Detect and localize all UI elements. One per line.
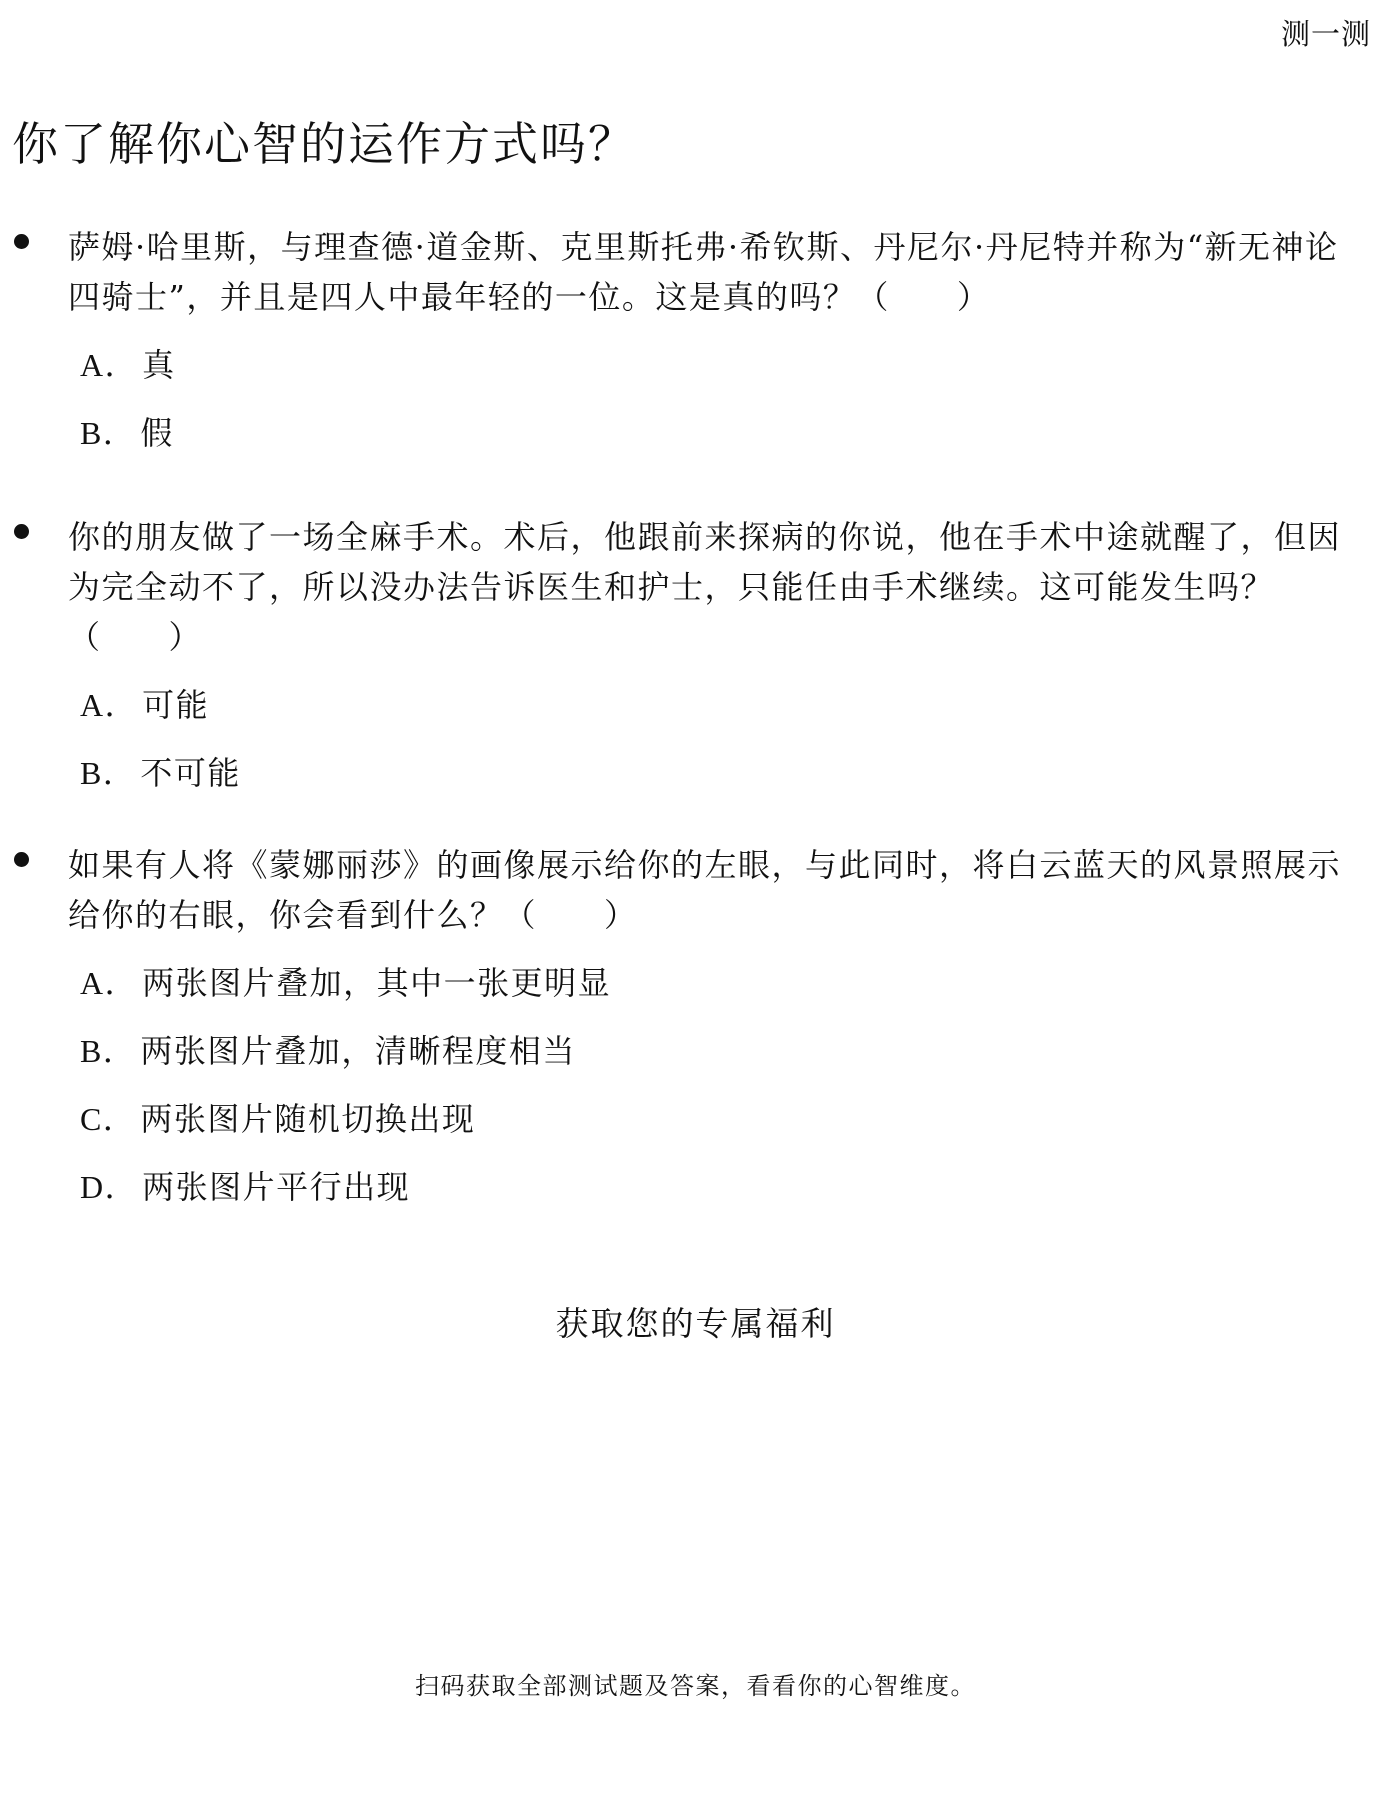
option-key: D． [80, 1169, 139, 1205]
option-key: A． [80, 965, 139, 1001]
option-text: 两张图片平行出现 [142, 1168, 411, 1206]
footer-note: 扫码获取全部测试题及答案，看看你的心智维度。 [415, 1672, 976, 1700]
option-key: A． [80, 687, 139, 723]
bullet-icon [14, 524, 29, 539]
option-key: B． [80, 1033, 137, 1069]
option-a[interactable] [80, 662, 1391, 730]
option-key: C． [80, 1101, 137, 1137]
question-text: 萨姆·哈里斯，与理查德·道金斯、克里斯托弗·希钦斯、丹尼尔·丹尼特并称为“新无神论四骑士”，并且是四人中最年轻的一位。这是真的吗？（ ） [68, 228, 1339, 316]
option-text: 不可能 [140, 754, 241, 792]
question-3 [0, 840, 1391, 1212]
option-text: 假 [140, 414, 174, 452]
option-text: 两张图片随机切换出现 [140, 1100, 476, 1138]
question-text: 如果有人将《蒙娜丽莎》的画像展示给你的左眼，与此同时，将白云蓝天的风景照展示给你的右眼，你会看到什么？（ ） [68, 846, 1342, 934]
option-a[interactable] [80, 322, 1391, 390]
question-1 [0, 222, 1391, 458]
section-label: 测一测 [1280, 17, 1371, 51]
option-b[interactable] [80, 730, 1391, 798]
option-text: 可能 [142, 686, 210, 724]
option-key: B． [80, 755, 137, 791]
option-key: B． [80, 415, 137, 451]
option-b[interactable] [80, 1008, 1391, 1076]
option-key: A． [80, 347, 139, 383]
option-b[interactable] [80, 390, 1391, 458]
option-text: 两张图片叠加，清晰程度相当 [140, 1032, 576, 1070]
question-text: 你的朋友做了一场全麻手术。术后，他跟前来探病的你说，他在手术中途就醒了，但因为完全动不了，所以没办法告诉医生和护士，只能任由手术继续。这可能发生吗？（ ） [68, 518, 1342, 656]
option-d[interactable] [80, 1144, 1391, 1212]
option-a[interactable] [80, 940, 1391, 1008]
option-text: 真 [142, 346, 176, 384]
question-2 [0, 512, 1391, 798]
benefit-link[interactable]: 获取您的专属福利 [555, 1304, 836, 1343]
option-text: 两张图片叠加，其中一张更明显 [142, 964, 612, 1002]
bullet-icon [14, 852, 29, 867]
page-title: 你了解你心智的运作方式吗？ [12, 117, 636, 171]
option-c[interactable] [80, 1076, 1391, 1144]
bullet-icon [14, 234, 29, 249]
